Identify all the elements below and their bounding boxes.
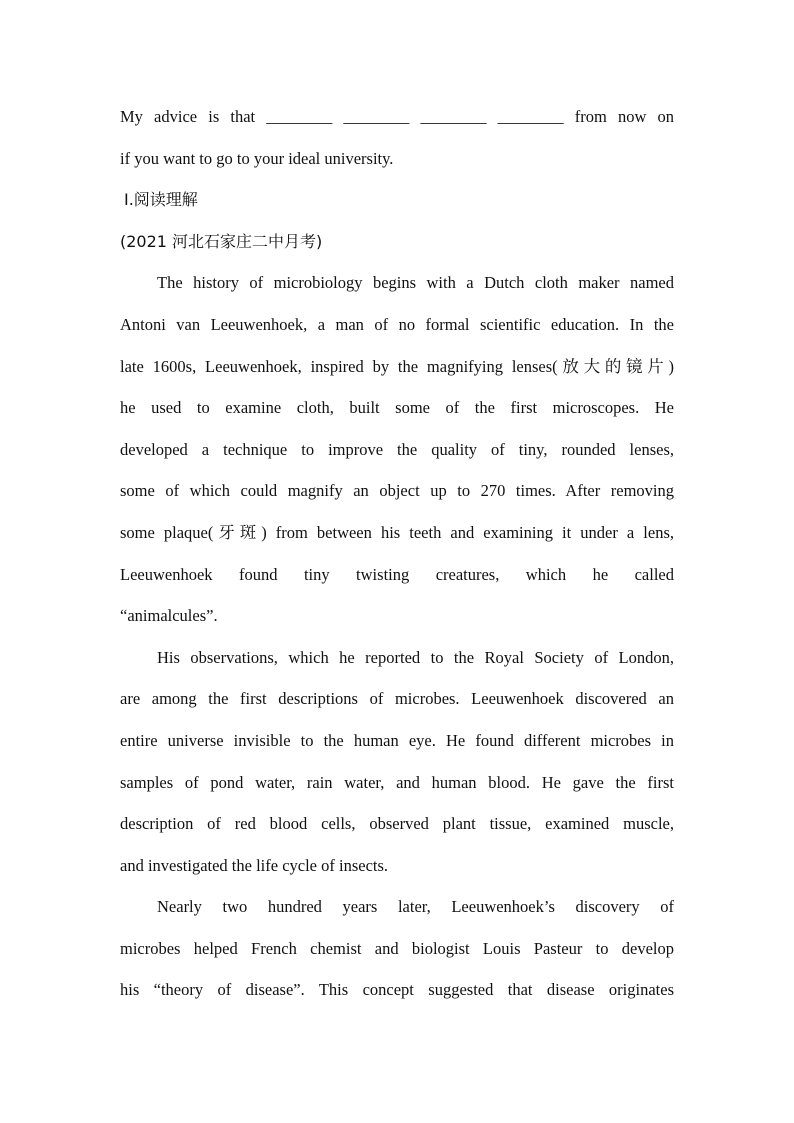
paragraph-2-line-2: are among the first descriptions of microbes. Leeuwenhoek discovered an bbox=[120, 689, 674, 709]
paragraph-1-line-3: late 1600s, Leeuwenhoek, inspired by the magnifying lenses(放大的镜片) bbox=[120, 356, 674, 376]
paragraph-1 bbox=[120, 262, 674, 636]
paragraph-1-line-4: he used to examine cloth, built some of the first microscopes. He bbox=[120, 398, 674, 418]
paragraph-1-line-9: “animalcules”. bbox=[120, 606, 218, 626]
paragraph-1-line-1: The history of microbiology begins with a Dutch cloth maker named bbox=[157, 273, 674, 293]
paragraph-2-line-3: entire universe invisible to the human eye. He found different microbes in bbox=[120, 730, 674, 750]
paragraph-1-line-8: Leeuwenhoek found tiny twisting creatures, which he called bbox=[120, 564, 674, 584]
section-heading bbox=[120, 179, 674, 221]
section-title: .阅读理解 bbox=[128, 190, 198, 210]
paragraph-3-line-1: Nearly two hundred years later, Leeuwenhoek’s discovery of bbox=[157, 897, 674, 917]
paragraph-3-line-2: microbes helped French chemist and biologist Louis Pasteur to develop bbox=[120, 938, 674, 958]
exercise-line-2: if you want to go to your ideal university. bbox=[120, 148, 394, 168]
paragraph-2-line-1: His observations, which he reported to the Royal Society of London, bbox=[157, 647, 674, 667]
paragraph-1-line-7: some plaque(牙斑) from between his teeth and examining it under a lens, bbox=[120, 522, 674, 542]
section-number: Ⅰ bbox=[124, 192, 129, 210]
paragraph-1-line-5: developed a technique to improve the quality of tiny, rounded lenses, bbox=[120, 439, 674, 459]
paragraph-2-line-6: and investigated the life cycle of insects. bbox=[120, 855, 389, 875]
exercise-line-1: My advice is that ________ ________ ________ ________ from now on bbox=[120, 107, 674, 126]
paragraph-1-line-6: some of which could magnify an object up to 270 times. After removing bbox=[120, 481, 674, 501]
paragraph-1-line-2: Antoni van Leeuwenhoek, a man of no formal scientific education. In the bbox=[120, 314, 674, 334]
document-content bbox=[120, 96, 674, 1011]
paragraph-3 bbox=[120, 886, 674, 1011]
paragraph-2-line-4: samples of pond water, rain water, and human blood. He gave the first bbox=[120, 772, 674, 792]
paragraph-2-line-5: description of red blood cells, observed plant tissue, examined muscle, bbox=[120, 814, 674, 834]
source-note: (2021 河北石家庄二中月考) bbox=[120, 231, 323, 251]
paragraph-2 bbox=[120, 637, 674, 887]
paragraph-3-line-3: his “theory of disease”. This concept suggested that disease originates bbox=[120, 980, 674, 1000]
